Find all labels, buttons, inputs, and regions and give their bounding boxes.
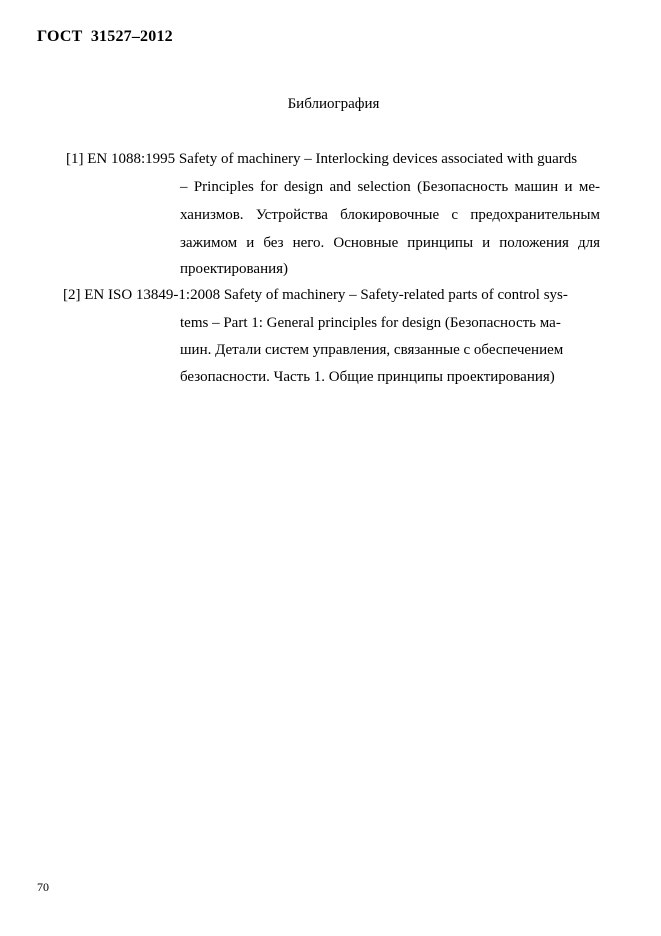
bib-entry-1-line-1: [1] EN 1088:1995 Safety of machinery – Interlocking devices associated with guards <box>66 151 578 167</box>
bib-entry-2-line-1: [2] EN ISO 13849-1:2008 Safety of machinery – Safety-related parts of control sys- <box>63 287 568 303</box>
section-title: Библиография <box>287 96 380 112</box>
bib-entry-2-line-4: безопасности. Часть 1. Общие принципы проектирования) <box>180 369 555 385</box>
bib-entry-1-line-4: зажимом и без него. Основные принципы и положения для <box>180 235 600 251</box>
document-header: ГОСТ 31527–2012 <box>37 28 173 45</box>
bib-entry-2-line-2: tems – Part 1: General principles for design (Безопасность ма- <box>180 315 561 331</box>
bib-entry-2-line-3: шин. Детали систем управления, связанные с обеспечением <box>180 342 564 358</box>
bib-entry-1-line-3: ханизмов. Устройства блокировочные с предохранительным <box>180 207 600 223</box>
bib-entry-1-line-2: – Principles for design and selection (Безопасность машин и ме- <box>180 179 600 195</box>
page-number: 70 <box>37 880 49 894</box>
bib-entry-1-line-5: проектирования) <box>180 261 289 277</box>
